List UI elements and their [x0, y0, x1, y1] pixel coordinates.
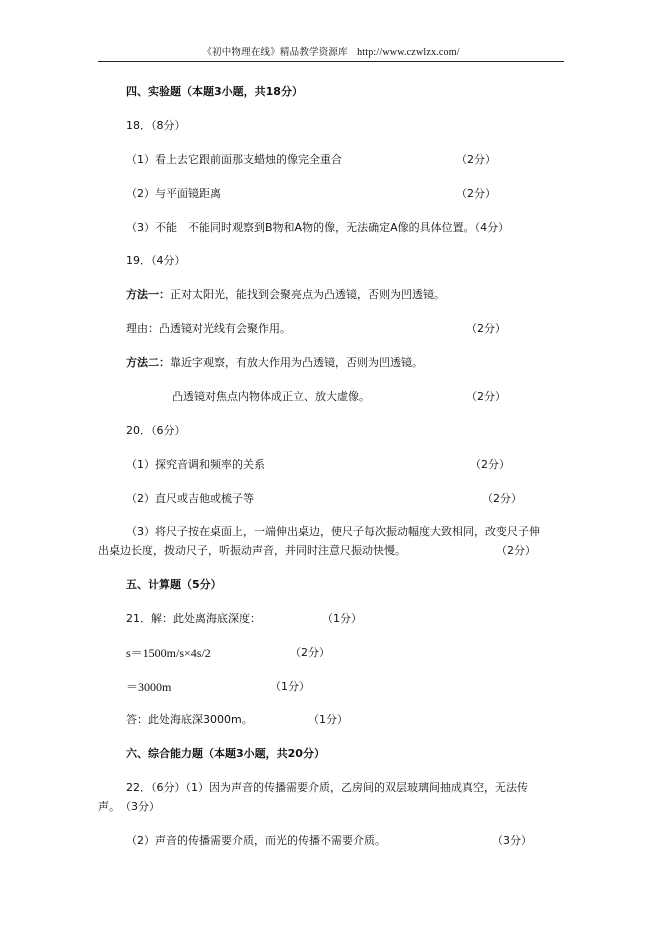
q21-line-4-points: （1分） [308, 713, 348, 726]
q20-number: 20．（6分） [126, 424, 186, 437]
q20-answer-3-points: （2分） [496, 544, 536, 557]
q19-reason-points: （2分） [466, 322, 506, 335]
q19-number: 19．（4分） [126, 254, 186, 267]
q19-method-2-label: 方法二： [126, 356, 170, 369]
q19-method-2-points: （2分） [466, 390, 506, 403]
q18-answer-3: （3）不能 不能同时观察到B物和A物的像，无法确定A像的具体位置。（4分） [126, 221, 510, 234]
header-rule [98, 61, 564, 62]
q22-line-2: 声。 （3分） [98, 800, 160, 813]
q22-line-3: （2）声音的传播需要介质，而光的传播不需要介质。 [126, 834, 386, 847]
q18-answer-1: （1）看上去它跟前面那支蜡烛的像完全重合 [126, 153, 342, 166]
q18-number: 18．（8分） [126, 119, 186, 132]
header-title: 《初中物理在线》精品教学资源库 [202, 47, 348, 58]
q18-answer-2-points: （2分） [456, 187, 496, 200]
q21-line-3-points: （1分） [270, 680, 310, 693]
header-url[interactable]: http://www.czwlzx.com/ [357, 47, 460, 58]
q19-method-2-reason: 凸透镜对焦点内物体成正立、放大虚像。 [172, 390, 370, 403]
q20-answer-2: （2）直尺或吉他或梳子等 [126, 492, 254, 505]
q19-method-1-text: 正对太阳光，能找到会聚亮点为凸透镜，否则为凹透镜。 [170, 288, 445, 301]
q20-answer-3-line-1: （3）将尺子按在桌面上，一端伸出桌边，使尺子每次振动幅度大致相同，改变尺子伸 [126, 525, 540, 538]
q20-answer-2-points: （2分） [482, 492, 522, 505]
q21-line-1-points: （1分） [322, 612, 362, 625]
q22-line-3-points: （3分） [492, 834, 532, 847]
section-5-title: 五、计算题（5分） [126, 578, 222, 591]
q21-line-1: 21．解：此处离海底深度： [126, 612, 261, 625]
q19-method-1-label: 方法一： [126, 288, 170, 301]
section-4-title: 四、实验题（本题3小题，共18分） [126, 85, 303, 98]
q18-answer-2: （2）与平面镜距离 [126, 187, 221, 200]
q21-line-2: s＝1500m/s×4s/2 [126, 646, 211, 660]
page-header [98, 44, 564, 62]
q19-reason: 理由：凸透镜对光线有会聚作用。 [126, 322, 291, 335]
q21-line-2-points: （2分） [290, 646, 330, 659]
q18-answer-1-points: （2分） [456, 153, 496, 166]
q21-line-4: 答：此处海底深3000m。 [126, 713, 253, 726]
section-6-title: 六、综合能力题（本题3小题，共20分） [126, 747, 325, 760]
q22-line-1: 22．（6分）（1）因为声音的传播需要介质，乙房间的双层玻璃间抽成真空，无法传 [126, 781, 528, 794]
q20-answer-3-line-2: 出桌边长度，拨动尺子，听振动声音，并同时注意尺振动快慢。 [98, 544, 406, 557]
q20-answer-1: （1）探究音调和频率的关系 [126, 458, 265, 471]
q19-method-2-text: 靠近字观察，有放大作用为凸透镜，否则为凹透镜。 [170, 356, 423, 369]
q19-method-2 [126, 355, 423, 371]
q21-line-3: ＝3000m [126, 680, 172, 694]
q20-answer-1-points: （2分） [470, 458, 510, 471]
q19-method-1 [126, 287, 445, 303]
